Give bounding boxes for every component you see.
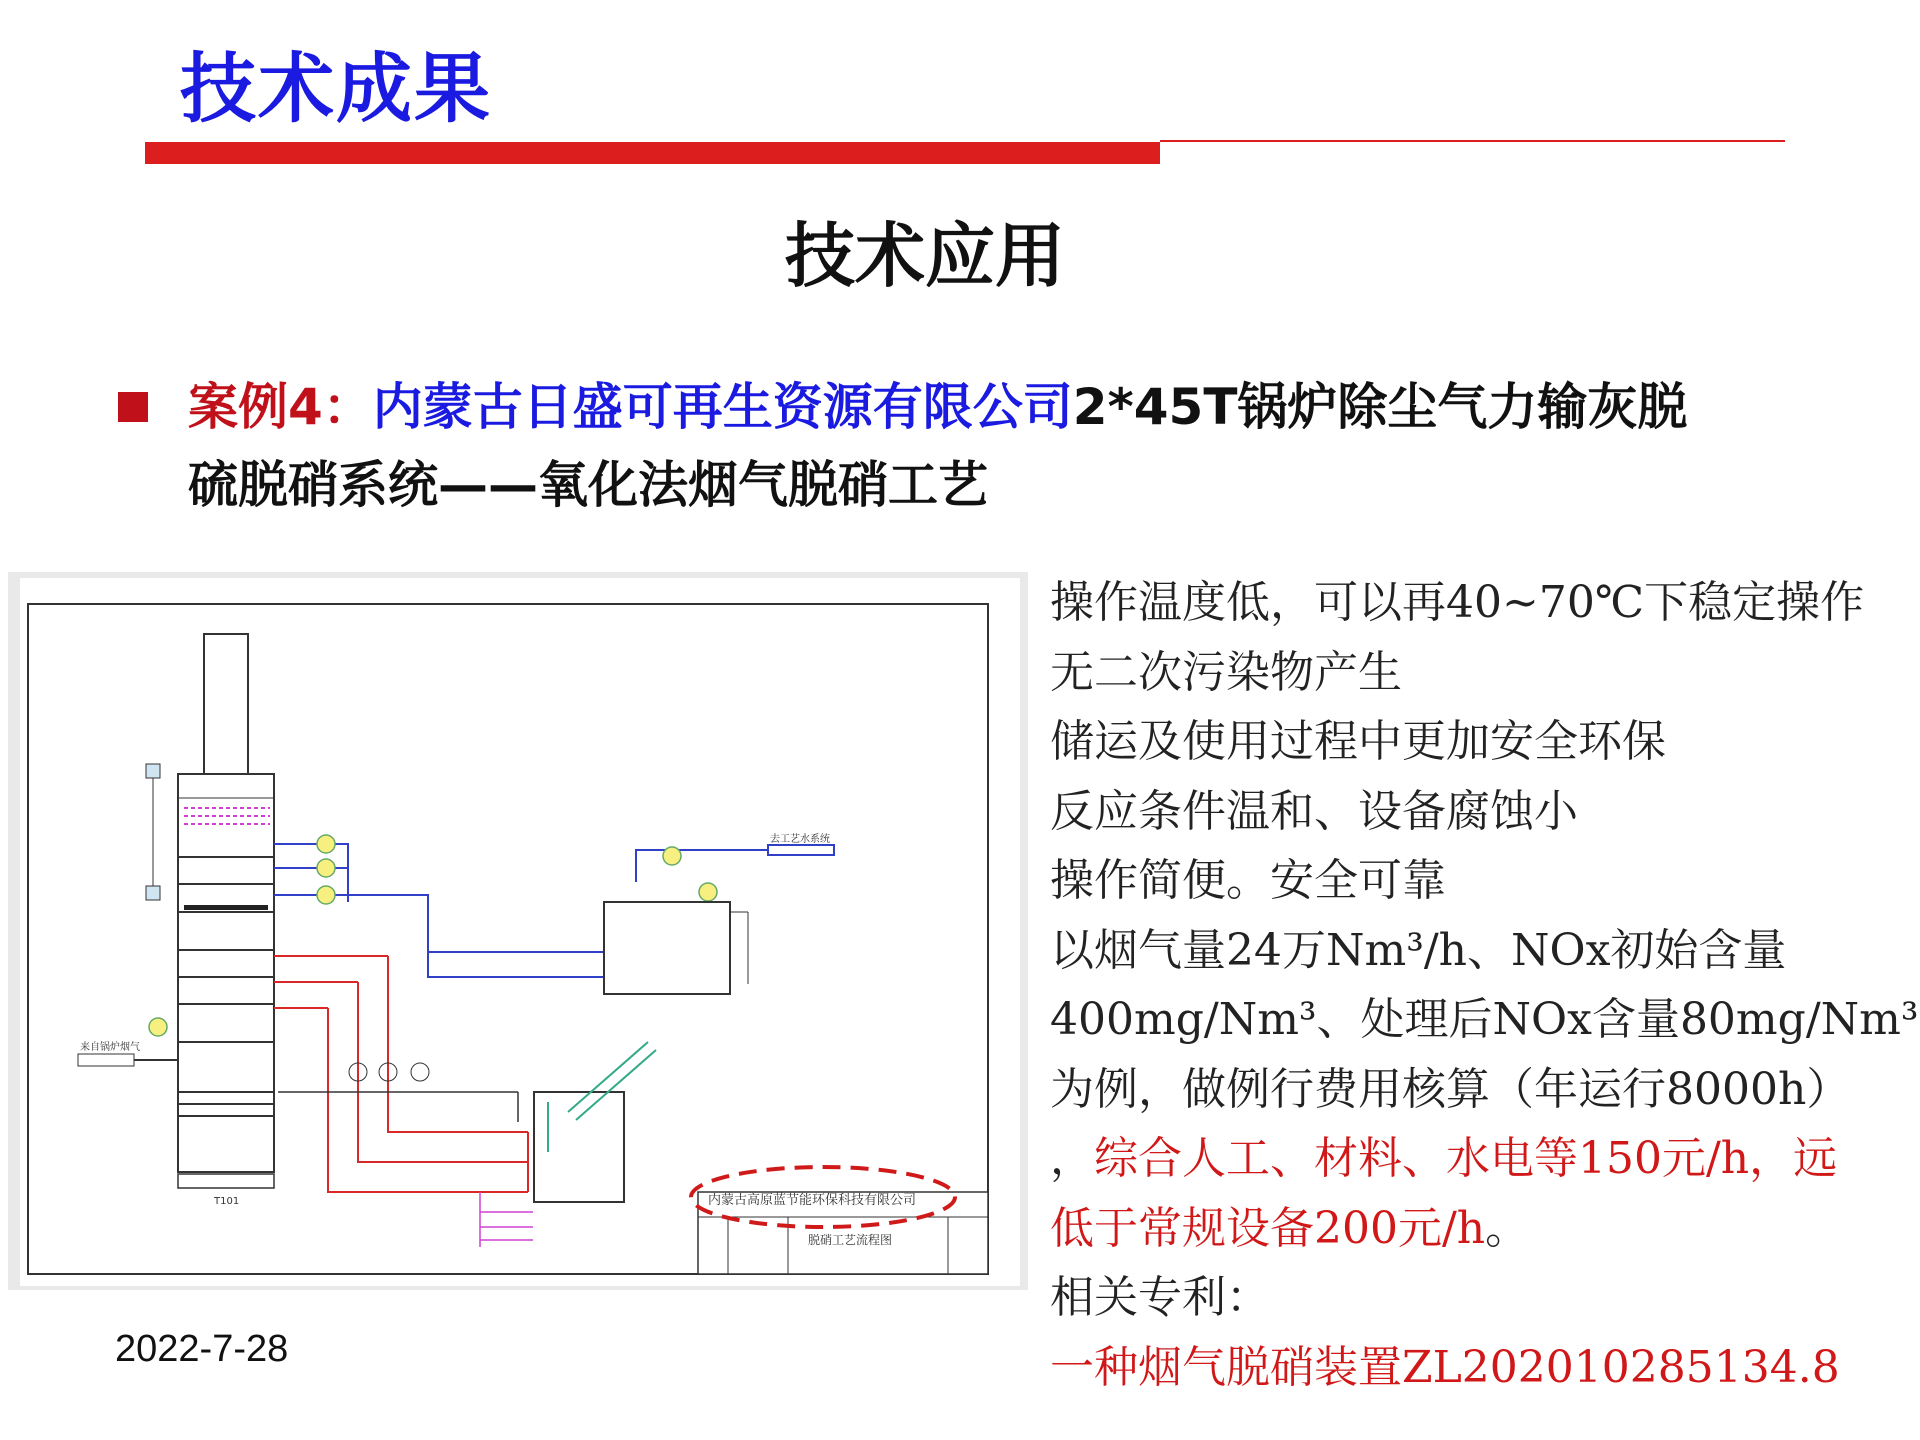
cost-prefix: ， — [1050, 1133, 1094, 1184]
footer-date: 2022-7-28 — [115, 1328, 289, 1370]
note-line-7: 400mg/Nm³、处理后NOx含量80mg/Nm³ — [1050, 994, 1919, 1045]
note-line-3: 储运及使用过程中更加安全环保 — [1050, 716, 1666, 767]
bullet-square — [118, 392, 148, 422]
absorption-tower — [178, 774, 274, 1172]
cost-highlight-1: 综合人工、材料、水电等150元/h，远 — [1094, 1133, 1838, 1184]
tower-tag: T101 — [214, 1196, 240, 1207]
note-cost-line-1 — [1050, 1124, 1920, 1194]
case-company: 内蒙古日盛可再生资源有限公司 — [372, 378, 1073, 436]
drawing-title: 脱硝工艺流程图 — [808, 1233, 893, 1247]
note-line-4: 反应条件温和、设备腐蚀小 — [1050, 785, 1578, 837]
case-label: 案例4： — [188, 378, 373, 436]
case-heading-line-2: 硫脱硝系统——氧化法烟气脱硝工艺 — [188, 456, 988, 514]
note-line-5: 操作简便。安全可靠 — [1050, 855, 1446, 906]
cost-highlight-2: 低于常规设备200元/h — [1050, 1202, 1486, 1254]
inlet-label: 来自锅炉烟气 — [80, 1042, 140, 1053]
outlet-label: 去工艺水系统 — [770, 834, 830, 845]
note-line-2: 无二次污染物产生 — [1050, 646, 1402, 698]
process-flow-drawing — [8, 572, 1028, 1290]
note-line-1: 操作温度低，可以再40~70℃下稳定操作 — [1050, 577, 1865, 628]
patent-label: 相关专利： — [1050, 1272, 1270, 1323]
title-rule-thick — [145, 142, 1160, 164]
cost-suffix: 。 — [1485, 1202, 1530, 1254]
note-line-6: 以烟气量24万Nm³/h、NOx初始含量 — [1050, 924, 1787, 976]
case-title-part-1: 2*45T锅炉除尘气力输灰脱 — [1072, 378, 1688, 436]
storage-tank — [604, 902, 730, 994]
title-rule-thin — [1160, 140, 1785, 142]
chimney — [204, 634, 248, 774]
process-flow-diagram — [8, 572, 1028, 1290]
stamp-text: 内蒙古高原蓝节能环保科技有限公司 — [708, 1193, 917, 1208]
section-subtitle: 技术应用 — [785, 215, 1065, 297]
page-title: 技术成果 — [180, 44, 492, 133]
patent-number: 一种烟气脱硝装置ZL202010285134.8 — [1050, 1341, 1840, 1393]
note-line-8: 为例，做例行费用核算（年运行8000h） — [1050, 1063, 1851, 1115]
note-cost-line-2 — [1050, 1194, 1920, 1264]
case-heading-line-1 — [188, 368, 1687, 446]
notes-panel — [1050, 568, 1920, 1402]
